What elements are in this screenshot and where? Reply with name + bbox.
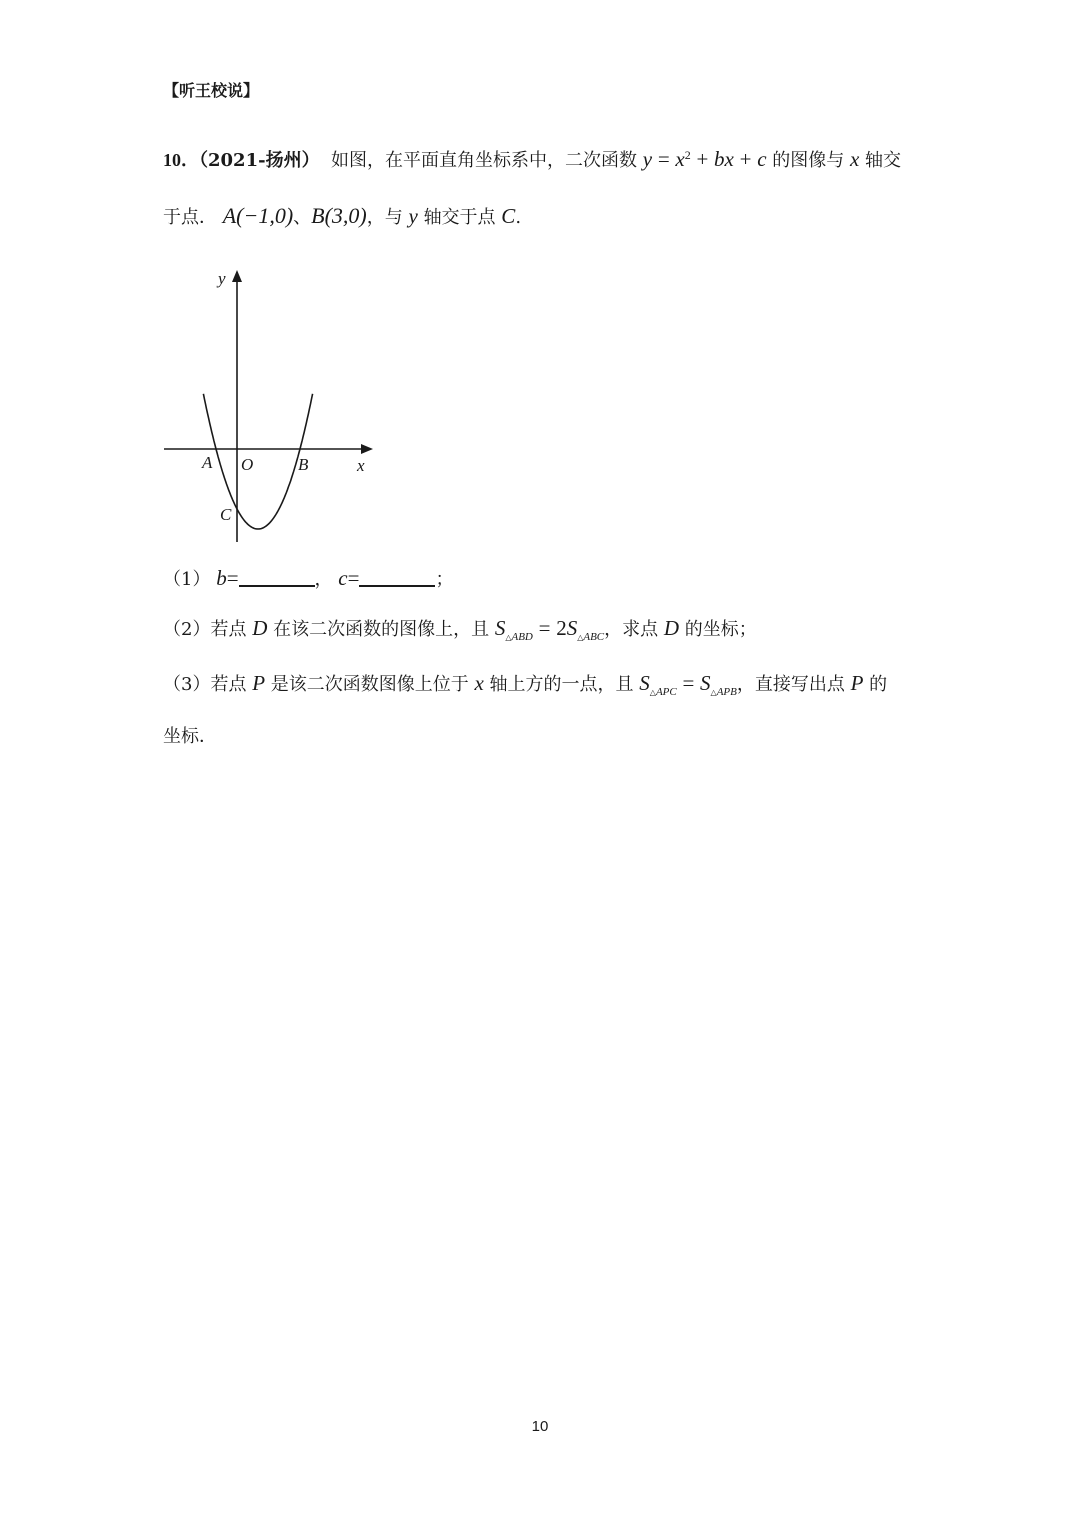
q2-eq: = xyxy=(538,616,551,640)
point-A: A(−1,0) xyxy=(222,203,294,228)
q1-comma: ， xyxy=(314,569,333,590)
q3-S2: S xyxy=(700,671,711,695)
q3-P2: P xyxy=(850,671,864,695)
point-B: B(3,0) xyxy=(311,203,367,228)
question-stem-line2: 于点． A(−1,0)、B(3,0)，与 y 轴交于点 C. xyxy=(163,203,522,228)
q2-sub2: ABC xyxy=(583,630,605,643)
q2-S1: S xyxy=(494,616,506,640)
formula-x: x xyxy=(675,147,685,171)
x-axis-arrow xyxy=(361,444,373,454)
q1-end: ； xyxy=(435,569,454,590)
stem-y-var: y xyxy=(408,204,418,228)
subquestion-1 xyxy=(163,565,453,591)
label-B: B xyxy=(298,455,309,474)
q2-sub1: ABD xyxy=(511,630,533,643)
q2-D: D xyxy=(252,616,268,640)
q3-label: （3） xyxy=(163,674,211,695)
stem-tail: 的图像与 xyxy=(772,150,845,171)
question-number: 10 xyxy=(163,150,181,170)
q2-t2: 在该二次函数的图像上，且 xyxy=(273,619,490,640)
question-source: ．（2021-扬州） xyxy=(181,150,320,171)
q1-eq: = xyxy=(226,566,239,590)
q2-t3: ，求点 xyxy=(604,619,659,640)
subquestion-3-continued xyxy=(163,722,217,748)
formula-y: y xyxy=(642,147,653,171)
q1-c-blank[interactable] xyxy=(359,567,435,587)
label-O: O xyxy=(241,455,254,474)
q3-P: P xyxy=(252,671,266,695)
stem-end: 轴交 xyxy=(865,150,902,171)
stem-line2-end: 轴交于点 xyxy=(423,207,496,228)
label-y: y xyxy=(218,269,226,288)
q1-label: （1） xyxy=(163,569,211,590)
formula-bx: bx xyxy=(714,147,734,171)
formula-c: c xyxy=(757,147,767,171)
q3-t1: 若点 xyxy=(210,674,247,695)
stem-text: 如图，在平面直角坐标系中，二次函数 xyxy=(331,150,638,171)
formula-exponent: 2 xyxy=(684,148,691,162)
stem-line2-prefix: 于点． xyxy=(163,207,217,228)
q2-two: 2 xyxy=(556,616,567,640)
q2-label: （2） xyxy=(163,619,211,640)
q3-sub1: APC xyxy=(655,685,677,698)
q3-t6: 坐标． xyxy=(163,726,217,747)
q2-S2: S xyxy=(566,616,578,640)
q3-t3: 轴上方的一点，且 xyxy=(489,674,634,695)
q2-t4: 的坐标； xyxy=(684,619,757,640)
header-tag: 【听王校说】 xyxy=(163,81,260,100)
label-A: A xyxy=(202,453,213,472)
q3-t4: ，直接写出点 xyxy=(736,674,845,695)
q3-S1: S xyxy=(639,671,650,695)
point-C: C xyxy=(501,204,516,228)
y-axis-arrow xyxy=(232,270,242,282)
q3-t2: 是该二次函数图像上位于 xyxy=(270,674,469,695)
formula-plus2: + xyxy=(739,147,752,171)
q3-t5: 的 xyxy=(869,674,888,695)
q1-c: c xyxy=(338,566,348,590)
stem-x-var: x xyxy=(849,147,860,171)
q2-t1: 若点 xyxy=(210,619,247,640)
question-stem-line1 xyxy=(163,146,901,172)
subquestion-3: （3）若点 P 是该二次函数图像上位于 x 轴上方的一点，且 $S_{\triangle APC} = S_{\triangle APB}$，直接写出点 P 的 xyxy=(163,671,888,698)
formula-plus1: + xyxy=(696,147,709,171)
q3-sub2: APB xyxy=(716,685,737,698)
label-x: x xyxy=(357,456,365,475)
q3-eq: = xyxy=(682,671,695,695)
q1-eq2: = xyxy=(347,566,360,590)
q3-x: x xyxy=(474,671,484,695)
formula-eq: = xyxy=(657,147,670,171)
q1-b: b xyxy=(216,566,227,590)
subquestion-2: （2）若点 D 在该二次函数的图像上，且 $S_{\triangle ABD} = 2S_{\triangle ABC}$，求点 D 的坐标； xyxy=(163,616,757,643)
q2-D2: D xyxy=(663,616,680,640)
page-number: 10 xyxy=(531,1418,549,1435)
parabola-figure xyxy=(155,262,385,552)
stem-line2-suffix: ，与 xyxy=(366,207,403,228)
q1-b-blank[interactable] xyxy=(239,567,315,587)
label-C: C xyxy=(220,505,232,524)
